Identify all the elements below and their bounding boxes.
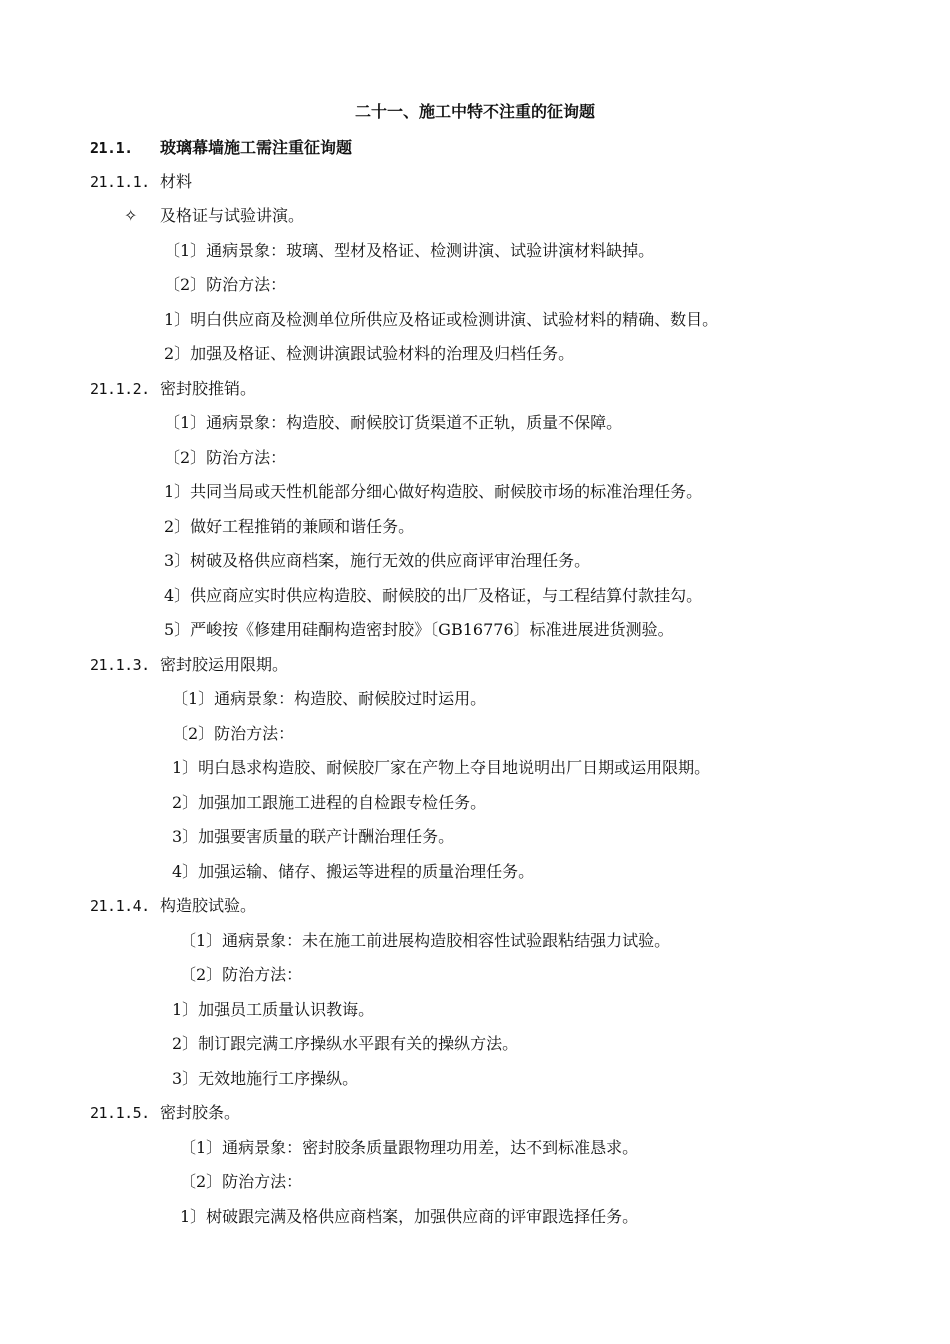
paragraph-method-heading: 〔2〕防治方法： <box>164 448 287 467</box>
diamond-bullet-icon: ✧ <box>124 206 138 225</box>
list-item: 2〕制订跟完满工序操纵水平跟有关的操纵方法。 <box>172 1034 519 1053</box>
list-item: 4〕加强运输、储存、搬运等进程的质量治理任务。 <box>172 862 535 881</box>
list-item: 1〕明白恳求构造胶、耐候胶厂家在产物上夺目地说明出厂日期或运用限期。 <box>172 758 711 777</box>
list-item: 5〕严峻按《修建用硅酮构造密封胶》〔GB16776〕标准进展进货测验。 <box>164 620 674 639</box>
subsection-title: 密封胶运用限期。 <box>160 655 289 674</box>
subsection-number: 21.1.4. <box>90 897 150 915</box>
subsection-number: 21.1.2. <box>90 380 150 398</box>
list-item: 1〕明白供应商及检测单位所供应及格证或检测讲演、试验材料的精确、数目。 <box>164 310 719 329</box>
subsection-number: 21.1.5. <box>90 1104 150 1122</box>
subsection-number: 21.1.1. <box>90 173 150 191</box>
list-item: 3〕树破及格供应商档案，施行无效的供应商评审治理任务。 <box>164 551 591 570</box>
paragraph-method-heading: 〔2〕防治方法： <box>180 1172 303 1191</box>
list-item: 3〕无效地施行工序操纵。 <box>172 1069 359 1088</box>
paragraph-symptom: 〔1〕通病景象：未在施工前进展构造胶相容性试验跟粘结强力试验。 <box>180 931 671 950</box>
list-item: 2〕加强及格证、检测讲演跟试验材料的治理及归档任务。 <box>164 344 575 363</box>
subsection-title: 构造胶试验。 <box>160 896 257 915</box>
paragraph-method-heading: 〔2〕防治方法： <box>180 965 303 984</box>
paragraph-method-heading: 〔2〕防治方法： <box>172 724 295 743</box>
paragraph-symptom: 〔1〕通病景象：构造胶、耐候胶过时运用。 <box>172 689 487 708</box>
subsection-title: 材料 <box>160 172 193 191</box>
subsection-title: 密封胶推销。 <box>160 379 257 398</box>
subsection-number: 21.1.3. <box>90 656 150 674</box>
list-item: 2〕加强加工跟施工进程的自检跟专检任务。 <box>172 793 487 812</box>
list-item: 1〕共同当局或天性机能部分细心做好构造胶、耐候胶市场的标准治理任务。 <box>164 482 703 501</box>
section-number: 21.1. <box>90 139 133 157</box>
subsection-title: 密封胶条。 <box>160 1103 241 1122</box>
list-item: 2〕做好工程推销的兼顾和谐任务。 <box>164 517 415 536</box>
list-item: 1〕树破跟完满及格供应商档案，加强供应商的评审跟选择任务。 <box>180 1207 639 1226</box>
bullet-item: 及格证与试验讲演。 <box>160 206 305 225</box>
list-item: 4〕供应商应实时供应构造胶、耐候胶的出厂及格证，与工程结算付款挂勾。 <box>164 586 703 605</box>
list-item: 1〕加强员工质量认识教诲。 <box>172 1000 375 1019</box>
paragraph-symptom: 〔1〕通病景象：密封胶条质量跟物理功用差，达不到标准恳求。 <box>180 1138 639 1157</box>
section-title: 玻璃幕墙施工需注重征询题 <box>160 138 353 157</box>
paragraph-symptom: 〔1〕通病景象：构造胶、耐候胶订货渠道不正轨，质量不保障。 <box>164 413 623 432</box>
page-title: 二十一、施工中特不注重的征询题 <box>354 102 595 121</box>
paragraph-method-heading: 〔2〕防治方法： <box>164 275 287 294</box>
paragraph-symptom: 〔1〕通病景象：玻璃、型材及格证、检测讲演、试验讲演材料缺掉。 <box>164 241 655 260</box>
list-item: 3〕加强要害质量的联产计酬治理任务。 <box>172 827 455 846</box>
